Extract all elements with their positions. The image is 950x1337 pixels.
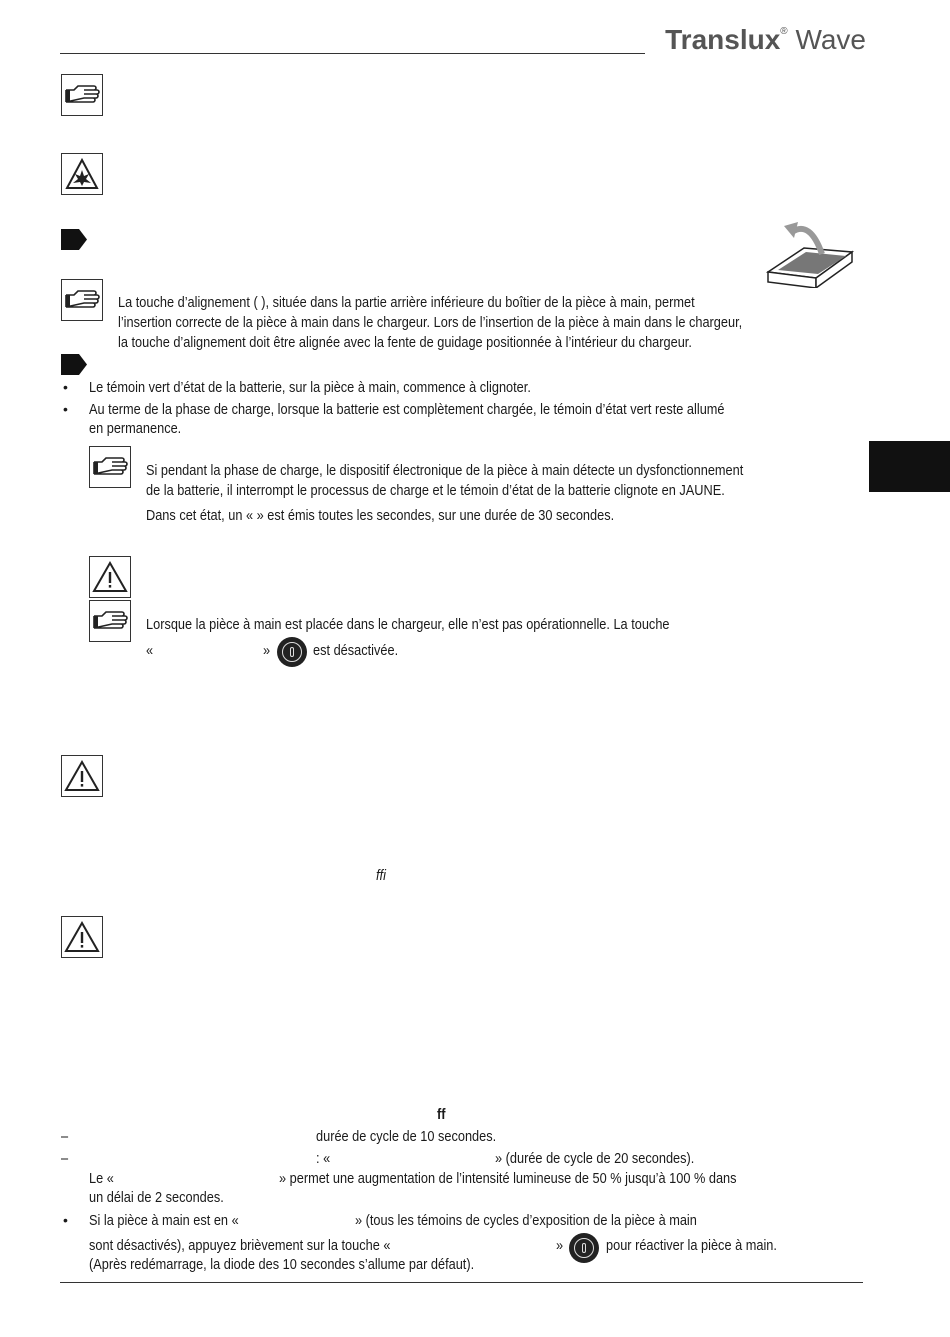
charger-lid-illustration-icon — [764, 212, 856, 293]
warning-triangle-icon — [61, 916, 103, 958]
bullet-marker: • — [63, 401, 68, 417]
bullet-standby-line2-a: sont désactivés), appuyez brièvement sur la touche « — [89, 1238, 391, 1254]
header-rule — [60, 53, 645, 54]
ligature-ff: ff — [437, 1107, 446, 1123]
black-arrow-marker-icon — [61, 229, 87, 255]
pointing-hand-icon — [61, 74, 103, 116]
explosion-warning-icon — [61, 153, 103, 195]
brand-logo: Translux® Wave — [665, 24, 866, 55]
le-text-line-2: un délai de 2 secondes. — [89, 1190, 224, 1206]
pointing-hand-icon — [89, 446, 131, 488]
bullet-standby-line2-c: pour réactiver la pièce à main. — [606, 1238, 777, 1254]
ligature-ffi: ffi — [376, 868, 386, 884]
bullet-standby-a: Si la pièce à main est en « — [89, 1213, 239, 1229]
power-button-icon — [569, 1233, 599, 1263]
charger-quote-open: « — [146, 643, 154, 659]
le-text-a: Le « — [89, 1171, 114, 1187]
power-button-icon — [277, 637, 307, 667]
charger-quote-close: » — [263, 643, 271, 659]
bullet-standby-line3: (Après redémarrage, la diode des 10 secondes s’allume par défaut). — [89, 1257, 475, 1273]
bullet-marker: • — [63, 379, 68, 395]
align-text-line-1: La touche d’alignement ( ), située dans la partie arrière inférieure du boîtier de la pièce à main, permet — [118, 295, 695, 311]
footer-rule — [60, 1282, 863, 1283]
pointing-hand-icon — [89, 600, 131, 642]
bullet-marker: • — [63, 1212, 68, 1228]
defect-text-line-1: Si pendant la phase de charge, le dispositif électronique de la pièce à main détecte un dysfonctionnement — [146, 463, 744, 479]
dash-cycle-20-b: » (durée de cycle de 20 secondes). — [495, 1151, 695, 1167]
warning-triangle-icon — [89, 556, 131, 598]
dash-marker: – — [61, 1151, 69, 1167]
charger-text-disabled: est désactivée. — [313, 643, 399, 659]
dash-cycle-20-a: : « — [316, 1151, 331, 1167]
black-arrow-marker-icon — [61, 354, 87, 380]
section-tab — [869, 441, 950, 492]
bullet-charged-line-1: Au terme de la phase de charge, lorsque la batterie est complètement chargée, le témoin d’état vert reste allumé — [89, 402, 725, 418]
charger-text-line-1: Lorsque la pièce à main est placée dans le chargeur, elle n’est pas opérationnelle. La touche — [146, 617, 670, 633]
defect-text-line-2: de la batterie, il interrompt le processus de charge et le témoin d’état de la batterie clignote en JAUNE. — [146, 483, 725, 499]
defect-text-line-3: Dans cet état, un « » est émis toutes les secondes, sur une durée de 30 secondes. — [146, 508, 615, 524]
warning-triangle-icon — [61, 755, 103, 797]
pointing-hand-icon — [61, 279, 103, 321]
bullet-standby-b: » (tous les témoins de cycles d’exposition de la pièce à main — [355, 1213, 697, 1229]
bullet-standby-line2-b: » — [556, 1238, 564, 1254]
bullet-charging-text: Le témoin vert d’état de la batterie, sur la pièce à main, commence à clignoter. — [89, 380, 531, 396]
align-text-line-3: la touche d’alignement doit être alignée avec la fente de guidage positionnée à l’intérieur du chargeur. — [118, 335, 692, 351]
align-text-line-2: l’insertion correcte de la pièce à main dans le chargeur. Lors de l’insertion de la pièce à main dans le chargeur, — [118, 315, 743, 331]
le-text-b: » permet une augmentation de l’intensité lumineuse de 50 % jusqu’à 100 % dans — [279, 1171, 737, 1187]
dash-cycle-10: durée de cycle de 10 secondes. — [316, 1129, 497, 1145]
bullet-charged-line-2: en permanence. — [89, 421, 182, 437]
dash-marker: – — [61, 1129, 69, 1145]
